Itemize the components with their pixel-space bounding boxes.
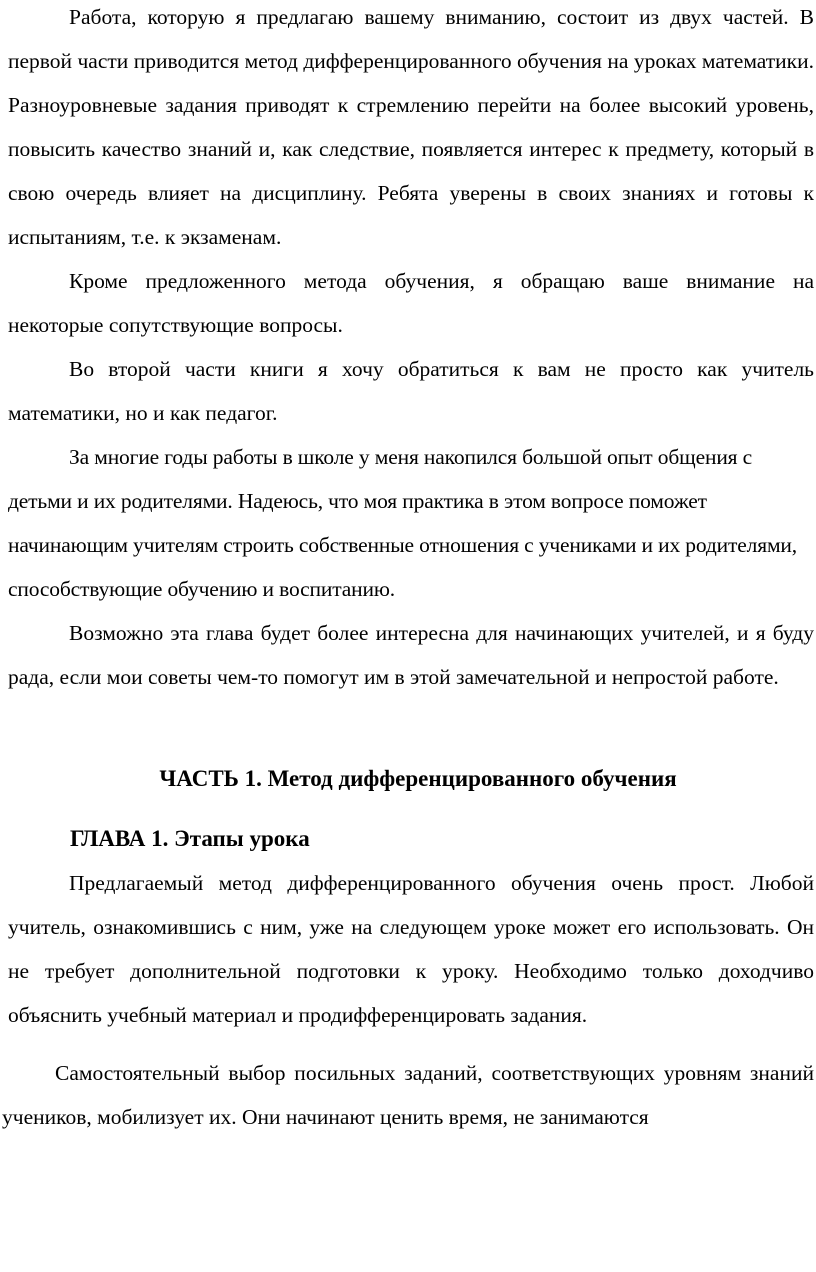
intro-paragraph-1: Работа, которую я предлагаю вашему вниманию, состоит из двух частей. В первой части приводится метод дифференцированного обучения на уроках математики. Разноуровневые задания приводят к стремлению перейти на более высокий уровень, повысить качество знаний и, как следствие, появляется интерес к предмету, который в свою очередь влияет на дисциплину. Ребята уверены в своих знаниях и готовы к испытаниям, т.е. к экзаменам. bbox=[8, 5, 814, 249]
intro-paragraph-2: Кроме предложенного метода обучения, я обращаю ваше внимание на некоторые сопутствующие вопросы. bbox=[8, 269, 814, 337]
intro-paragraph-4: За многие годы работы в школе у меня накопился большой опыт общения с детьми и их родителями. Надеюсь, что моя практика в этом вопросе поможет начинающим учителям строить собственные отношения с учениками и их родителями, способствующие обучению и воспитанию. bbox=[8, 445, 798, 601]
intro-paragraph-5: Возможно эта глава будет более интересна для начинающих учителей, и я буду рада, если мои советы чем-то помогут им в этой замечательной и непростой работе. bbox=[8, 621, 814, 689]
part-heading: ЧАСТЬ 1. Метод дифференцированного обучения bbox=[159, 766, 677, 791]
intro-paragraph-3: Во второй части книги я хочу обратиться к вам не просто как учитель математики, но и как педагог. bbox=[8, 357, 814, 425]
chapter-paragraph-1: Предлагаемый метод дифференцированного обучения очень прост. Любой учитель, ознакомившись с ним, уже на следующем уроке может его использовать. Он не требует дополнительной подготовки к уроку. Необходимо только доходчиво объяснить учебный материал и продифференцировать задания. bbox=[8, 871, 814, 1027]
chapter-paragraph-2: Самостоятельный выбор посильных заданий, соответствующих уровням знаний учеников, мобилизует их. Они начинают ценить время, не занимаются bbox=[2, 1061, 814, 1129]
chapter-heading: ГЛАВА 1. Этапы урока bbox=[70, 826, 310, 851]
document-page bbox=[2, 0, 814, 1139]
